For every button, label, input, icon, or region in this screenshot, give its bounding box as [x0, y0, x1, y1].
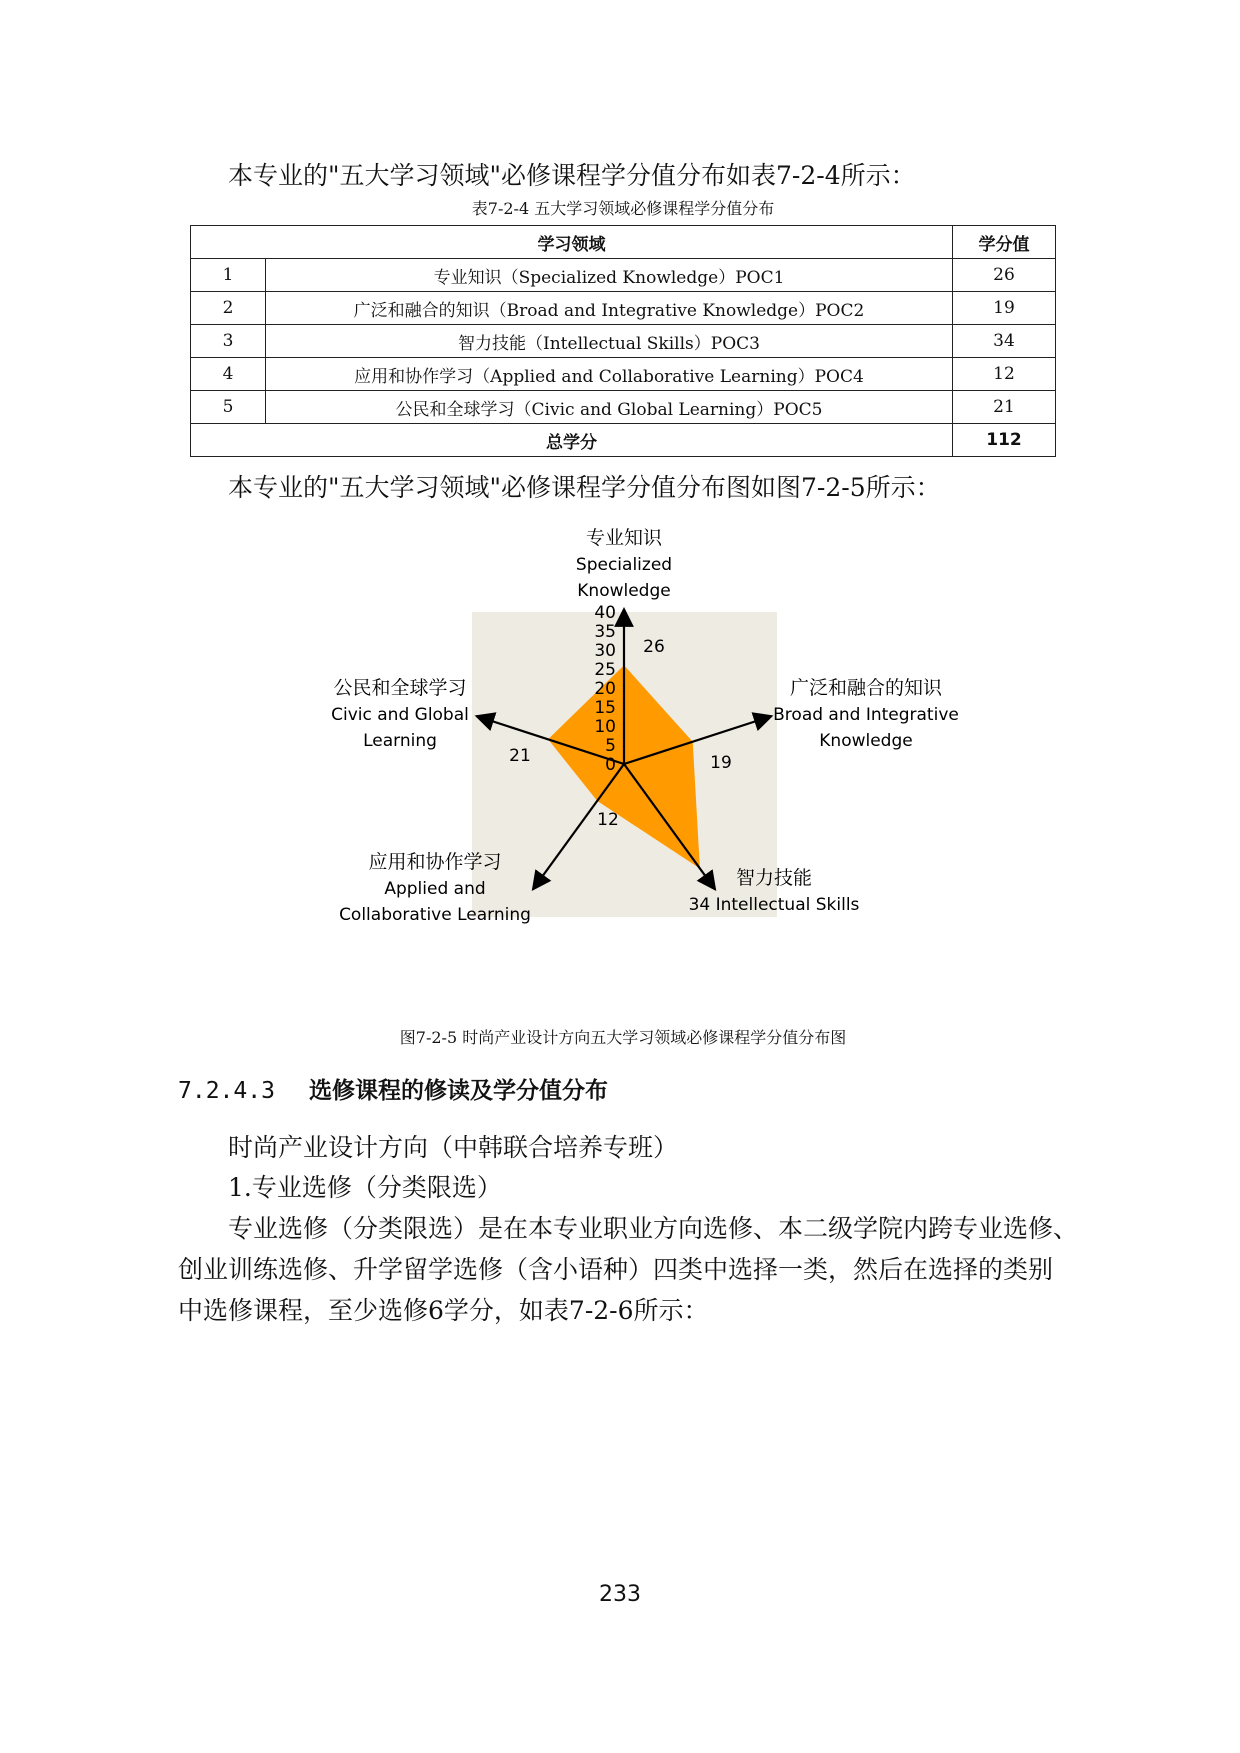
tick-label: 30: [594, 641, 616, 661]
category-label-en: Applied and: [384, 879, 486, 899]
direction-paragraph: 时尚产业设计方向（中韩联合培养专班）: [228, 1133, 679, 1162]
category-label-zh: 公民和全球学习: [333, 677, 467, 699]
row-domain: 专业知识（Specialized Knowledge）POC1: [266, 259, 953, 292]
intro-paragraph-2: 本专业的"五大学习领域"必修课程学分值分布图如图7-2-5所示：: [228, 473, 941, 502]
tick-label: 5: [605, 736, 616, 756]
row-credit: 26: [953, 259, 1056, 292]
category-label-zh: 广泛和融合的知识: [789, 677, 943, 699]
value-label: 26: [643, 637, 665, 657]
row-domain: 广泛和融合的知识（Broad and Integrative Knowledge）POC2: [266, 292, 953, 325]
row-domain: 公民和全球学习（Civic and Global Learning）POC5: [266, 391, 953, 424]
tick-label: 0: [605, 755, 616, 775]
page-number: 233: [599, 1582, 641, 1607]
category-label-zh: 应用和协作学习: [368, 851, 502, 873]
row-credit: 19: [953, 292, 1056, 325]
tick-label: 15: [594, 698, 616, 718]
total-label: 总学分: [191, 424, 953, 457]
category-label-en: Knowledge: [577, 581, 671, 601]
header-credit: 学分值: [953, 226, 1056, 259]
category-label-en: Specialized: [575, 555, 673, 575]
category-label-en: Collaborative Learning: [339, 905, 531, 925]
tick-label: 35: [594, 622, 616, 642]
category-label-zh: 专业知识: [585, 527, 663, 549]
body-line: 创业训练选修、升学留学选修（含小语种）四类中选择一类，然后在选择的类别: [178, 1255, 1054, 1284]
category-label-zh: 智力技能: [735, 867, 813, 889]
row-domain: 应用和协作学习（Applied and Collaborative Learning）POC4: [266, 358, 953, 391]
body-line: 中选修课程，至少选修6学分，如表7-2-6所示：: [178, 1296, 709, 1325]
section-number: 7.2.4.3: [178, 1078, 275, 1104]
value-label: 19: [710, 753, 732, 773]
section-heading: [178, 1072, 608, 1105]
row-credit: 34: [953, 325, 1056, 358]
row-number: 3: [191, 325, 266, 358]
header-domain: 学习领域: [191, 226, 953, 259]
category-label-en: 34 Intellectual Skills: [688, 895, 860, 915]
figure-caption: 图7-2-5 时尚产业设计方向五大学习领域必修课程学分值分布图: [399, 1028, 847, 1047]
row-credit: 12: [953, 358, 1056, 391]
row-number: 2: [191, 292, 266, 325]
row-number: 1: [191, 259, 266, 292]
category-label-en: Learning: [363, 731, 437, 751]
item-paragraph: 1.专业选修（分类限选）: [228, 1173, 502, 1202]
tick-label: 20: [594, 679, 616, 699]
category-label-en: Broad and Integrative: [773, 705, 959, 725]
tick-label: 10: [594, 717, 616, 737]
section-title: 选修课程的修读及学分值分布: [308, 1078, 608, 1104]
row-number: 4: [191, 358, 266, 391]
category-label-en: Knowledge: [819, 731, 913, 751]
intro-paragraph-1: 本专业的"五大学习领域"必修课程学分值分布如表7-2-4所示：: [228, 161, 916, 190]
tick-label: 40: [594, 603, 616, 623]
value-label: 21: [509, 746, 531, 766]
row-number: 5: [191, 391, 266, 424]
body-line: 专业选修（分类限选）是在本专业职业方向选修、本二级学院内跨专业选修、: [228, 1214, 1079, 1243]
category-label-en: Civic and Global: [331, 705, 469, 725]
row-credit: 21: [953, 391, 1056, 424]
value-label: 12: [597, 810, 619, 830]
tick-label: 25: [594, 660, 616, 680]
total-value: 112: [953, 424, 1056, 457]
table-caption: 表7-2-4 五大学习领域必修课程学分值分布: [471, 199, 775, 218]
row-domain: 智力技能（Intellectual Skills）POC3: [266, 325, 953, 358]
